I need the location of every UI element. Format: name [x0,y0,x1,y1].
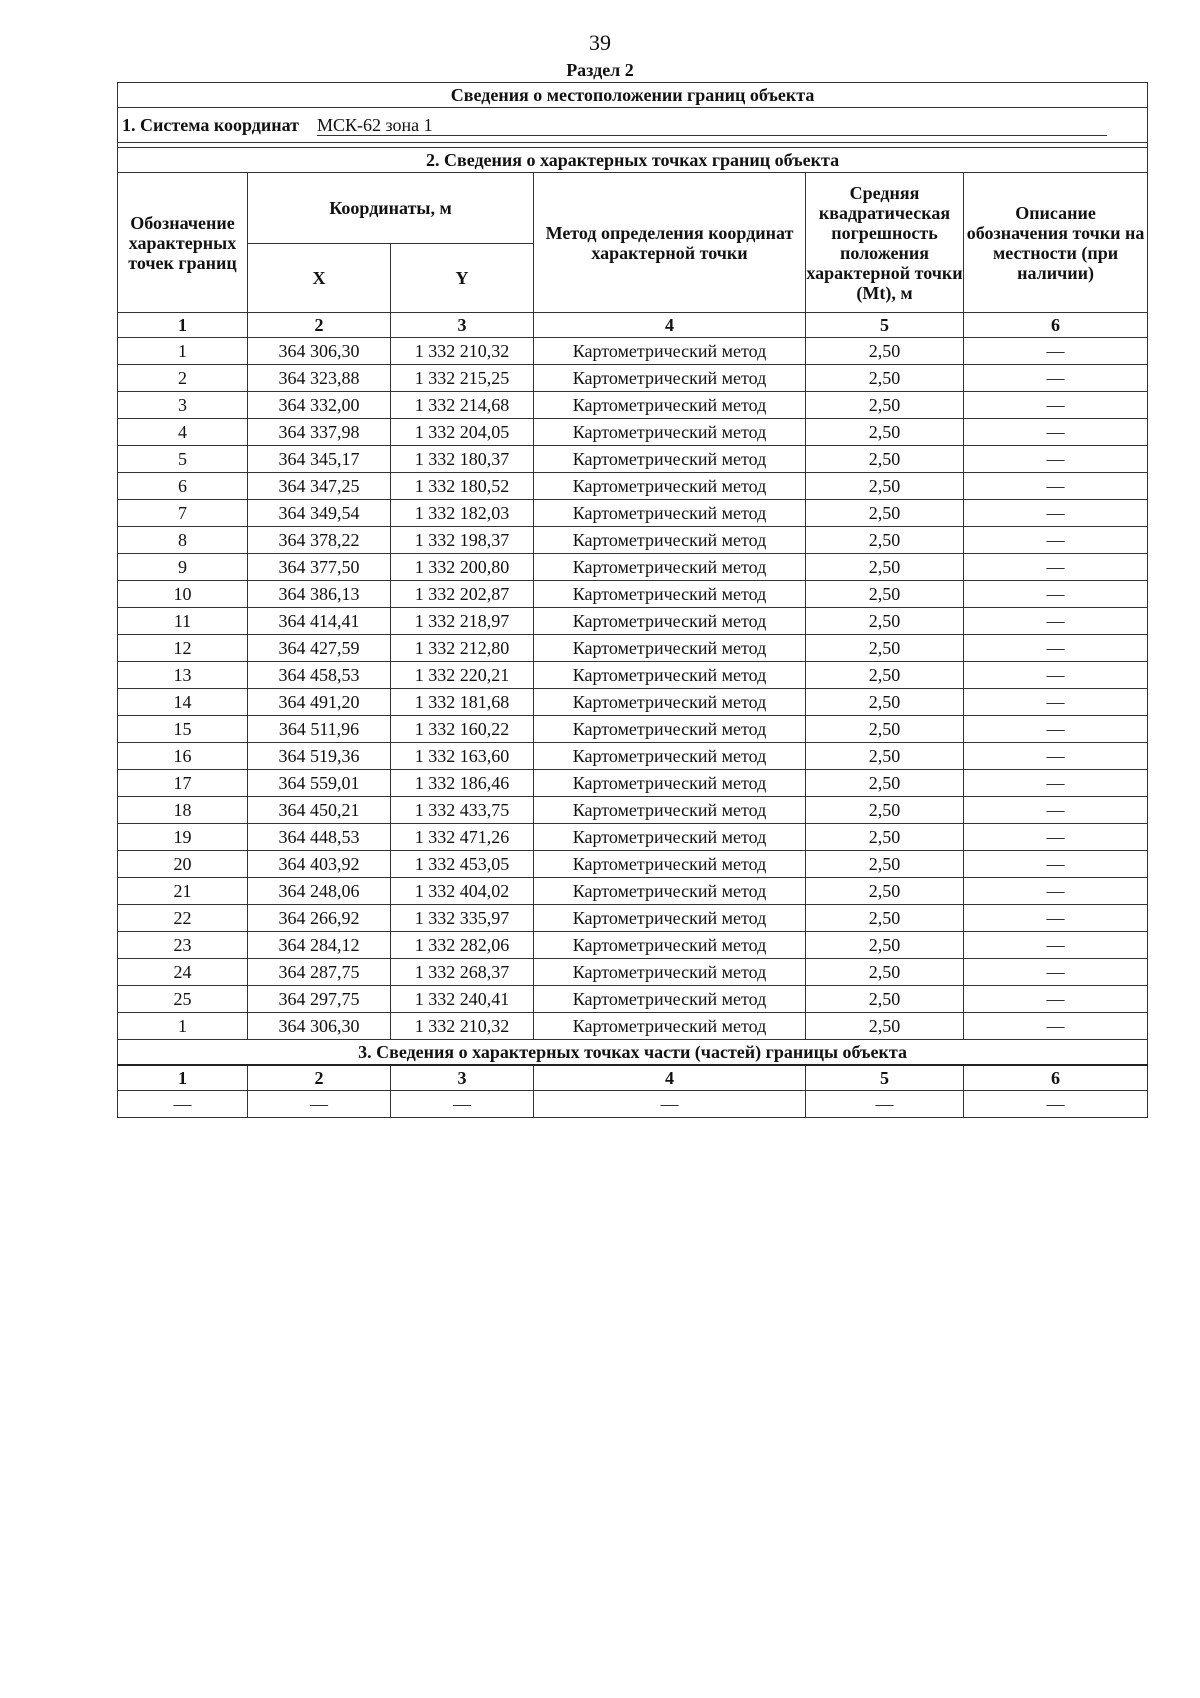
point-y: 1 332 163,60 [391,743,534,770]
point-x: 364 519,36 [248,743,391,770]
point-y: 1 332 282,06 [391,932,534,959]
table-row [118,419,1148,446]
table-row [118,716,1148,743]
point-description: — [964,500,1148,527]
table-row [118,527,1148,554]
table-row [118,905,1148,932]
point-error: 2,50 [806,770,964,797]
point-x: 364 427,59 [248,635,391,662]
section-title: Раздел 2 [566,60,634,80]
point-x: 364 337,98 [248,419,391,446]
point-method: Картометрический метод [534,365,806,392]
point-method: Картометрический метод [534,473,806,500]
point-description: — [964,1013,1148,1040]
column-number: 2 [248,313,391,338]
point-y: 1 332 202,87 [391,581,534,608]
parts-column-number: 2 [248,1065,391,1091]
point-description: — [964,635,1148,662]
point-error: 2,50 [806,824,964,851]
header-coords: Координаты, м [248,173,534,244]
point-method: Картометрический метод [534,581,806,608]
point-error: 2,50 [806,338,964,365]
parts-column-number: 5 [806,1065,964,1091]
point-y: 1 332 335,97 [391,905,534,932]
point-id: 13 [118,662,248,689]
table-row [118,770,1148,797]
point-y: 1 332 404,02 [391,878,534,905]
parts-cell: — [118,1091,248,1118]
point-description: — [964,959,1148,986]
table-row [118,986,1148,1013]
point-error: 2,50 [806,392,964,419]
point-y: 1 332 210,32 [391,1013,534,1040]
point-y: 1 332 214,68 [391,392,534,419]
point-error: 2,50 [806,878,964,905]
point-error: 2,50 [806,608,964,635]
table-row [118,1013,1148,1040]
column-number: 3 [391,313,534,338]
point-method: Картометрический метод [534,419,806,446]
table-row [118,365,1148,392]
point-error: 2,50 [806,635,964,662]
point-method: Картометрический метод [534,608,806,635]
column-number: 1 [118,313,248,338]
table-row [118,878,1148,905]
point-method: Картометрический метод [534,905,806,932]
coord-system-label: 1. Система координат [122,114,299,135]
point-description: — [964,446,1148,473]
point-error: 2,50 [806,743,964,770]
point-error: 2,50 [806,365,964,392]
point-error: 2,50 [806,662,964,689]
table-row [118,851,1148,878]
point-x: 364 332,00 [248,392,391,419]
parts-column-number-row [118,1065,1148,1091]
parts-cell: — [391,1091,534,1118]
point-method: Картометрический метод [534,851,806,878]
parts-cell: — [534,1091,806,1118]
point-y: 1 332 453,05 [391,851,534,878]
point-description: — [964,581,1148,608]
point-x: 364 287,75 [248,959,391,986]
table-row [118,959,1148,986]
point-description: — [964,419,1148,446]
table-row [118,338,1148,365]
point-y: 1 332 433,75 [391,797,534,824]
point-method: Картометрический метод [534,554,806,581]
point-error: 2,50 [806,419,964,446]
point-id: 25 [118,986,248,1013]
header-x: X [248,244,391,313]
point-description: — [964,878,1148,905]
point-id: 24 [118,959,248,986]
point-id: 1 [118,1013,248,1040]
table-row [118,392,1148,419]
point-description: — [964,662,1148,689]
point-id: 16 [118,743,248,770]
point-id: 1 [118,338,248,365]
point-id: 17 [118,770,248,797]
point-method: Картометрический метод [534,770,806,797]
point-x: 364 458,53 [248,662,391,689]
parts-cell: — [248,1091,391,1118]
point-method: Картометрический метод [534,824,806,851]
point-y: 1 332 212,80 [391,635,534,662]
point-id: 19 [118,824,248,851]
point-description: — [964,554,1148,581]
point-y: 1 332 471,26 [391,824,534,851]
point-id: 12 [118,635,248,662]
point-method: Картометрический метод [534,959,806,986]
point-x: 364 377,50 [248,554,391,581]
point-x: 364 386,13 [248,581,391,608]
point-x: 364 306,30 [248,1013,391,1040]
point-id: 7 [118,500,248,527]
table-row [118,824,1148,851]
point-description: — [964,797,1148,824]
point-method: Картометрический метод [534,797,806,824]
header-description: Описание обозначения точки на местности (при наличии) [964,173,1148,313]
point-error: 2,50 [806,581,964,608]
point-method: Картометрический метод [534,1013,806,1040]
point-x: 364 448,53 [248,824,391,851]
point-id: 18 [118,797,248,824]
point-error: 2,50 [806,689,964,716]
point-method: Картометрический метод [534,689,806,716]
point-method: Картометрический метод [534,743,806,770]
point-error: 2,50 [806,851,964,878]
boundary-table [117,82,1148,1118]
point-method: Картометрический метод [534,932,806,959]
table-row [118,608,1148,635]
column-number-row [118,313,1148,338]
point-id: 6 [118,473,248,500]
point-description: — [964,527,1148,554]
point-id: 5 [118,446,248,473]
table-row [118,662,1148,689]
point-error: 2,50 [806,473,964,500]
table-row [118,635,1148,662]
point-id: 8 [118,527,248,554]
point-error: 2,50 [806,716,964,743]
point-description: — [964,986,1148,1013]
point-x: 364 297,75 [248,986,391,1013]
header-method: Метод определения координат характерной точки [534,173,806,313]
column-number: 4 [534,313,806,338]
point-y: 1 332 210,32 [391,338,534,365]
parts-cell: — [964,1091,1148,1118]
point-y: 1 332 160,22 [391,716,534,743]
table-row [118,473,1148,500]
point-id: 3 [118,392,248,419]
point-id: 20 [118,851,248,878]
point-x: 364 378,22 [248,527,391,554]
point-error: 2,50 [806,986,964,1013]
coord-system-value: МСК-62 зона 1 [317,115,1107,136]
coord-system-row [118,108,1148,143]
point-y: 1 332 240,41 [391,986,534,1013]
point-id: 10 [118,581,248,608]
point-description: — [964,851,1148,878]
point-method: Картометрический метод [534,986,806,1013]
point-y: 1 332 198,37 [391,527,534,554]
header-designation: Обозначение характерных точек границ [118,173,248,313]
point-id: 2 [118,365,248,392]
point-id: 23 [118,932,248,959]
point-id: 21 [118,878,248,905]
point-description: — [964,338,1148,365]
point-x: 364 284,12 [248,932,391,959]
point-method: Картометрический метод [534,446,806,473]
point-x: 364 306,30 [248,338,391,365]
point-description: — [964,689,1148,716]
point-method: Картометрический метод [534,500,806,527]
table-row [118,581,1148,608]
point-error: 2,50 [806,446,964,473]
point-error: 2,50 [806,932,964,959]
point-error: 2,50 [806,554,964,581]
table-row [118,689,1148,716]
point-y: 1 332 220,21 [391,662,534,689]
column-number: 5 [806,313,964,338]
point-y: 1 332 180,37 [391,446,534,473]
parts-cell: — [806,1091,964,1118]
point-y: 1 332 186,46 [391,770,534,797]
point-x: 364 414,41 [248,608,391,635]
point-description: — [964,392,1148,419]
table-row [118,797,1148,824]
point-x: 364 491,20 [248,689,391,716]
page-number: 39 [589,30,611,55]
point-description: — [964,365,1148,392]
table-row [118,500,1148,527]
point-description: — [964,473,1148,500]
parts-column-number: 1 [118,1065,248,1091]
point-id: 15 [118,716,248,743]
table-row [118,743,1148,770]
point-x: 364 450,21 [248,797,391,824]
point-x: 364 403,92 [248,851,391,878]
point-id: 14 [118,689,248,716]
point-x: 364 248,06 [248,878,391,905]
point-y: 1 332 215,25 [391,365,534,392]
point-description: — [964,716,1148,743]
header-error: Средняя квадратическая погрешность положения характерной точки (Mt), м [806,173,964,313]
point-y: 1 332 218,97 [391,608,534,635]
parts-row [118,1091,1148,1118]
point-method: Картометрический метод [534,338,806,365]
table-row [118,446,1148,473]
point-y: 1 332 268,37 [391,959,534,986]
point-description: — [964,608,1148,635]
point-id: 4 [118,419,248,446]
point-id: 22 [118,905,248,932]
point-y: 1 332 181,68 [391,689,534,716]
point-x: 364 349,54 [248,500,391,527]
points-section-title: 2. Сведения о характерных точках границ объекта [118,148,1148,173]
point-id: 9 [118,554,248,581]
point-x: 364 347,25 [248,473,391,500]
parts-column-number: 4 [534,1065,806,1091]
point-id: 11 [118,608,248,635]
point-error: 2,50 [806,500,964,527]
point-y: 1 332 180,52 [391,473,534,500]
point-error: 2,50 [806,797,964,824]
column-number: 6 [964,313,1148,338]
table-row [118,932,1148,959]
point-x: 364 511,96 [248,716,391,743]
point-description: — [964,905,1148,932]
point-method: Картометрический метод [534,392,806,419]
parts-section-title: 3. Сведения о характерных точках части (частей) границы объекта [118,1040,1148,1066]
point-description: — [964,932,1148,959]
point-description: — [964,770,1148,797]
point-method: Картометрический метод [534,635,806,662]
point-error: 2,50 [806,527,964,554]
header-y: Y [391,244,534,313]
parts-column-number: 3 [391,1065,534,1091]
point-method: Картометрический метод [534,716,806,743]
point-x: 364 345,17 [248,446,391,473]
point-method: Картометрический метод [534,662,806,689]
table-row [118,554,1148,581]
point-method: Картометрический метод [534,878,806,905]
point-description: — [964,824,1148,851]
point-description: — [964,743,1148,770]
point-x: 364 323,88 [248,365,391,392]
point-error: 2,50 [806,1013,964,1040]
parts-column-number: 6 [964,1065,1148,1091]
table-title: Сведения о местоположении границ объекта [118,83,1148,108]
point-error: 2,50 [806,905,964,932]
point-x: 364 266,92 [248,905,391,932]
point-x: 364 559,01 [248,770,391,797]
point-y: 1 332 200,80 [391,554,534,581]
point-method: Картометрический метод [534,527,806,554]
point-y: 1 332 204,05 [391,419,534,446]
point-error: 2,50 [806,959,964,986]
point-y: 1 332 182,03 [391,500,534,527]
